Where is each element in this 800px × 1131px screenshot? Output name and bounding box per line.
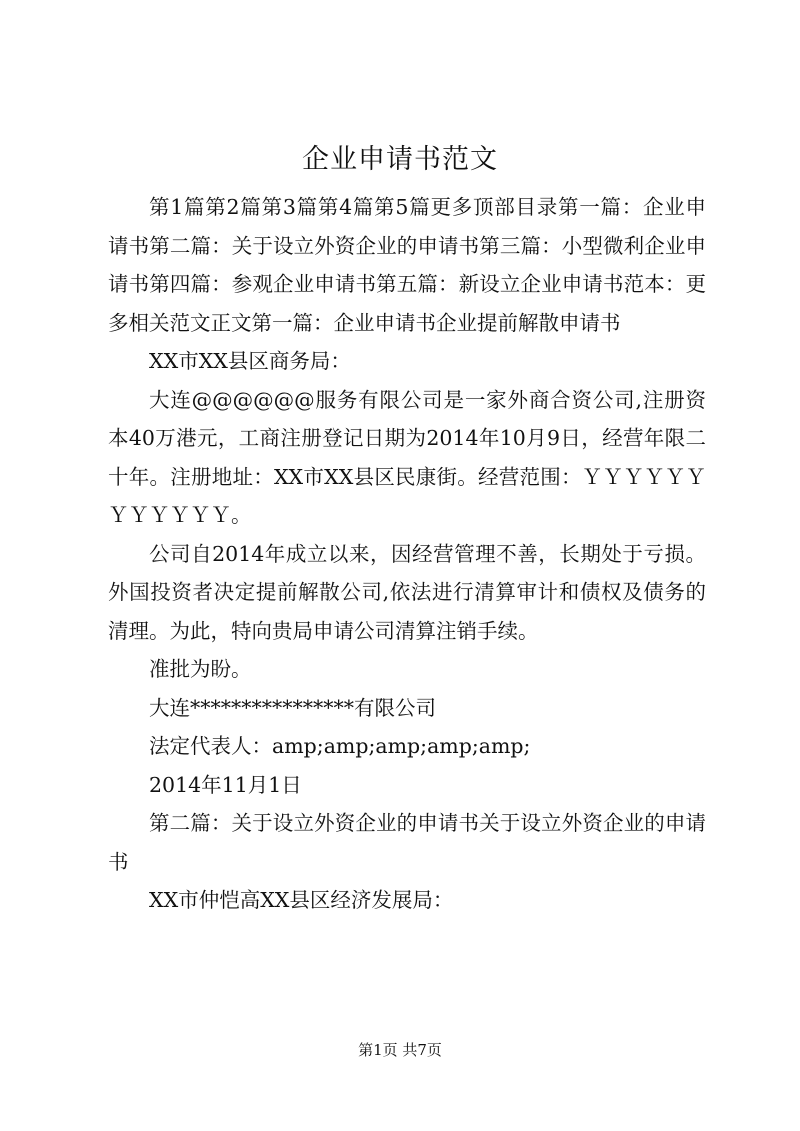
paragraph-date: 2014年11月1日 — [149, 772, 302, 797]
paragraph-table-of-contents: 第1篇第2篇第3篇第4篇第5篇更多顶部目录第一篇：企业申请书第二篇：关于设立外资企业的申请书第三篇：小型微利企业申请书第四篇：参观企业申请书第五篇：新设立企业申请书范本：更多相关范文正文第一篇：企业申请书企业提前解散申请书 — [108, 195, 706, 335]
document-title: 企业申请书范文 — [302, 144, 498, 175]
paragraph-company-signature: 大连****************有限公司 — [149, 695, 436, 720]
paragraph-legal-representative: 法定代表人：amp;amp;amp;amp;amp; — [149, 734, 531, 758]
paragraph-second-article-heading: 第二篇：关于设立外资企业的申请书关于设立外资企业的申请书 — [108, 811, 706, 874]
paragraph-addressee: XX市XX县区商务局： — [149, 349, 351, 373]
paragraph-company-info: 大连@@@@@@服务有限公司是一家外商合资公司,注册资本40万港元，工商注册登记日期为2014年10月9日，经营年限二十年。注册地址：XX市XX县区民康街。经营范围：ＹＹＹＹＹＹＹＹＹＹＹＹ。 — [108, 387, 706, 527]
page-number-footer: 第1页 共7页 — [358, 1041, 442, 1059]
document-body — [108, 188, 706, 920]
paragraph-second-addressee: XX市仲恺高XX县区经济发展局： — [149, 888, 454, 912]
paragraph-request: 准批为盼。 — [149, 657, 252, 681]
paragraph-reason: 公司自2014年成立以来，因经营管理不善，长期处于亏损。外国投资者决定提前解散公司,依法进行清算审计和债权及债务的清理。为此，特向贵局申请公司清算注销手续。 — [108, 541, 706, 643]
